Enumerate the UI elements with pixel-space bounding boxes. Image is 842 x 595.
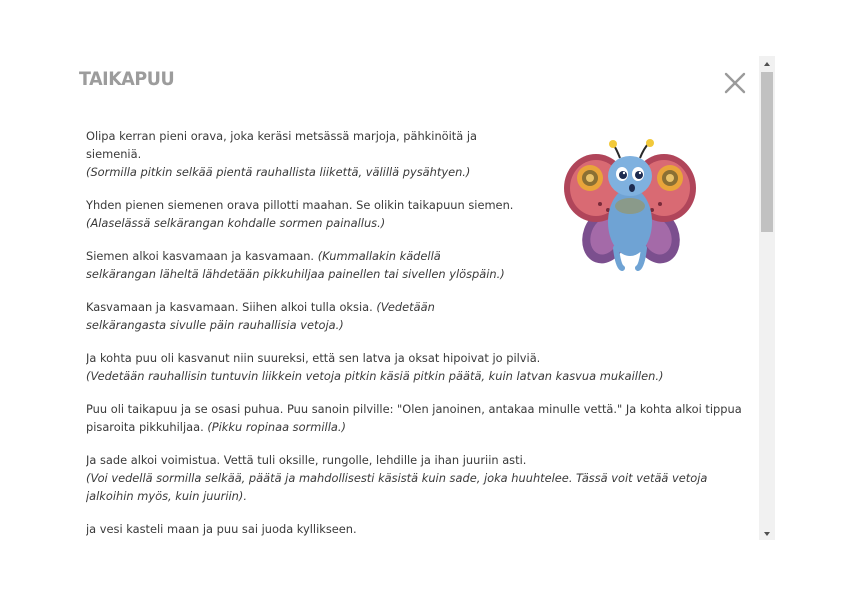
story-paragraph — [86, 298, 511, 334]
story-text: Siemen alkoi kasvamaan ja kasvamaan. — [86, 249, 315, 263]
story-instruction: (Kummallakin kädellä selkärangan läheltä lähdetään pikkuhiljaa painellen tai sivellen ylöspäin.) — [86, 249, 505, 281]
arrow-down-icon — [759, 527, 775, 541]
story-instruction: (Pikku ropinaa sormilla.) — [207, 420, 346, 434]
story-paragraph — [86, 520, 746, 538]
story-text: Ja kohta puu oli kasvanut niin suureksi, että sen latva ja oksat hipoivat jo pilviä. — [86, 351, 541, 365]
story-content — [86, 118, 746, 538]
story-paragraph — [86, 247, 511, 283]
story-text: Ja sade alkoi voimistua. Vettä tuli oksille, rungolle, lehdille ja ihan juuriin asti. — [86, 453, 527, 467]
scroll-down-button[interactable] — [759, 526, 775, 540]
story-instruction: (Alaselässä selkärangan kohdalle sormen painallus.) — [86, 216, 386, 230]
story-paragraph — [86, 451, 746, 505]
story-paragraph — [86, 196, 746, 232]
scroll-thumb[interactable] — [761, 72, 773, 232]
story-text: Yhden pienen siemenen orava pillotti maahan. Se olikin taikapuun siemen. — [86, 198, 514, 212]
story-text: Kasvamaan ja kasvamaan. Siihen alkoi tulla oksia. — [86, 300, 373, 314]
vertical-scrollbar[interactable] — [759, 56, 775, 540]
arrow-up-icon — [759, 57, 775, 71]
story-paragraph — [86, 349, 746, 385]
story-text: ja vesi kasteli maan ja puu sai juoda kyllikseen. — [86, 522, 357, 536]
story-instruction: (Vedetään selkärangasta sivulle päin rauhallisia vetoja.) — [86, 300, 435, 332]
story-paragraph — [86, 400, 746, 436]
scroll-up-button[interactable] — [759, 56, 775, 70]
story-instruction: (Voi vedellä sormilla selkää, päätä ja mahdollisesti käsistä kuin sade, joka huuhtelee. Tässä voit vetää vetoja jalkoihin myös, kuin juuriin). — [86, 471, 708, 503]
story-instruction: (Vedetään rauhallisin tuntuvin liikkein vetoja pitkin käsiä pitkin päätä, kuin latvan kasvua mukaillen.) — [86, 369, 664, 383]
story-text: Olipa kerran pieni orava, joka keräsi metsässä marjoja, pähkinöitä ja siemeniä. — [86, 129, 478, 161]
story-paragraph — [86, 127, 511, 181]
story-instruction: (Sormilla pitkin selkää pientä rauhallista liikettä, välillä pysähtyen.) — [86, 165, 471, 179]
close-button[interactable] — [722, 70, 748, 96]
story-text: Puu oli taikapuu ja se osasi puhua. Puu sanoin pilville: "Olen janoinen, antakaa minulle vettä." Ja kohta alkoi tippua pisaroita pikkuhiljaa. — [86, 402, 742, 434]
close-icon — [722, 70, 748, 96]
page-title: TAIKAPUU — [79, 68, 175, 90]
